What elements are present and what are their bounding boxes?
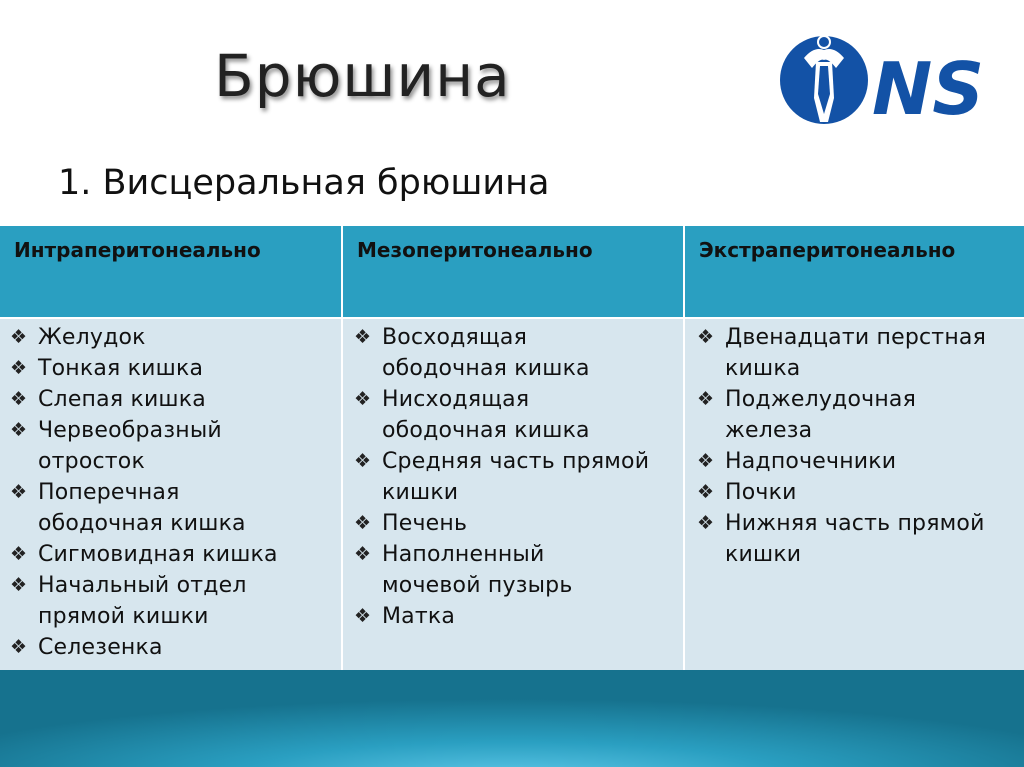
list-item (352, 322, 680, 384)
diamond-bullet-icon: ❖ (354, 450, 372, 472)
diamond-bullet-icon: ❖ (10, 636, 28, 658)
diamond-bullet-icon: ❖ (10, 388, 28, 410)
list-item-text: Желудок (38, 325, 146, 350)
list-item-text: Печень (382, 511, 468, 536)
list-item (8, 477, 338, 539)
list-item (8, 632, 338, 663)
list-item (8, 570, 338, 632)
list-item-text: Восходящая (382, 325, 528, 350)
column-extraperitoneal (695, 322, 1023, 570)
list-item-text: отросток (38, 449, 145, 474)
footer-band (0, 670, 1024, 767)
list-item-text: кишки (725, 542, 802, 567)
list-item-text: ободочная кишка (38, 511, 246, 536)
diamond-bullet-icon: ❖ (354, 512, 372, 534)
list-item-text: Сигмовидная кишка (38, 542, 278, 567)
column-mesoperitoneal (352, 322, 680, 632)
header-extraperitoneal: Экстраперитонеально (685, 226, 1024, 317)
diamond-bullet-icon: ❖ (697, 450, 715, 472)
list-item-text: Червеобразный (38, 418, 222, 443)
list-item (8, 539, 338, 570)
column-divider (683, 226, 685, 670)
list-item-text: Слепая кишка (38, 387, 206, 412)
list-item-text: железа (725, 418, 813, 443)
header-intraperitoneal: Интраперитонеально (0, 226, 341, 317)
list-item-text: Матка (382, 604, 456, 629)
list-item (8, 322, 338, 353)
diamond-bullet-icon: ❖ (354, 605, 372, 627)
list-item (352, 539, 680, 601)
diamond-bullet-icon: ❖ (10, 419, 28, 441)
diamond-bullet-icon: ❖ (354, 326, 372, 348)
list-item (695, 322, 1023, 384)
list-item (695, 508, 1023, 570)
list-item-text: Начальный отдел (38, 573, 247, 598)
list-item-text: Нижняя часть прямой (725, 511, 985, 536)
list-item-text: Наполненный (382, 542, 545, 567)
list-item-text: кишки (382, 480, 459, 505)
diamond-bullet-icon: ❖ (354, 388, 372, 410)
list-item (695, 446, 1023, 477)
diamond-bullet-icon: ❖ (10, 543, 28, 565)
list-item-text: Нисходящая (382, 387, 530, 412)
slide-title: Брюшина (214, 42, 511, 110)
logo-text: NS (872, 47, 985, 131)
list-item-text: ободочная кишка (382, 356, 590, 381)
diamond-bullet-icon: ❖ (10, 574, 28, 596)
list-item-text: Поперечная (38, 480, 180, 505)
list-item-text: ободочная кишка (382, 418, 590, 443)
diamond-bullet-icon: ❖ (10, 326, 28, 348)
list-item-text: прямой кишки (38, 604, 209, 629)
header-mesoperitoneal: Мезоперитонеально (343, 226, 683, 317)
list-item-text: Почки (725, 480, 797, 505)
list-item (695, 384, 1023, 446)
list-item-text: Тонкая кишка (38, 356, 204, 381)
list-item (8, 384, 338, 415)
diamond-bullet-icon: ❖ (697, 481, 715, 503)
diamond-bullet-icon: ❖ (354, 543, 372, 565)
diamond-bullet-icon: ❖ (697, 326, 715, 348)
list-item (695, 477, 1023, 508)
list-item (352, 508, 680, 539)
list-item (8, 415, 338, 477)
logo-icon (776, 28, 1002, 132)
list-item (8, 353, 338, 384)
list-item (352, 601, 680, 632)
classification-table (0, 226, 1024, 670)
diamond-bullet-icon: ❖ (697, 388, 715, 410)
row-divider (0, 317, 1024, 319)
diamond-bullet-icon: ❖ (697, 512, 715, 534)
list-item-text: Надпочечники (725, 449, 897, 474)
list-item-text: кишка (725, 356, 801, 381)
list-item (352, 446, 680, 508)
subtitle: 1. Висцеральная брюшина (58, 163, 550, 203)
list-item-text: мочевой пузырь (382, 573, 573, 598)
column-intraperitoneal (8, 322, 338, 663)
list-item (352, 384, 680, 446)
diamond-bullet-icon: ❖ (10, 481, 28, 503)
list-item-text: Двенадцати перстная (725, 325, 987, 350)
column-divider (341, 226, 343, 670)
list-item-text: Селезенка (38, 635, 163, 660)
list-item-text: Средняя часть прямой (382, 449, 650, 474)
diamond-bullet-icon: ❖ (10, 357, 28, 379)
list-item-text: Поджелудочная (725, 387, 917, 412)
